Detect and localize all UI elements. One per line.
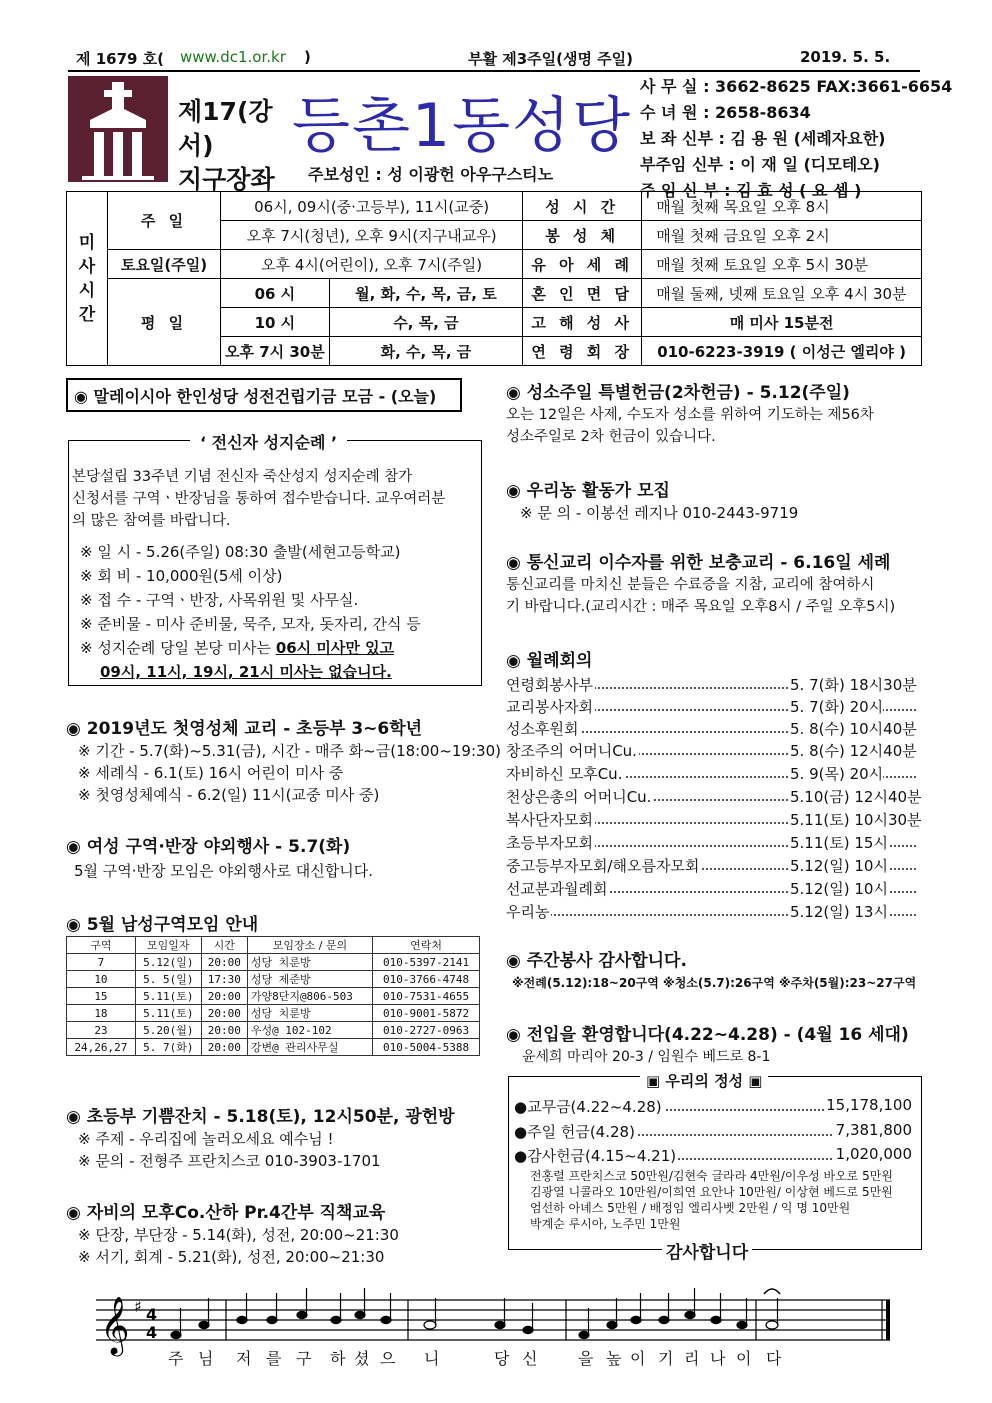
table-header-row	[67, 937, 480, 954]
list-item	[506, 674, 916, 696]
meeting-name: 교리봉사자회	[506, 698, 593, 716]
kids-festival-items	[78, 1128, 381, 1172]
right-label-4: 고 해 성 사	[523, 308, 642, 337]
list-item	[506, 786, 922, 808]
time-signature-top: 4	[146, 1305, 158, 1324]
table-header: 구역	[67, 937, 136, 954]
list-item	[506, 901, 916, 923]
pilgrimage-intro-line: 신청서를 구역ㆍ반장님을 통하여 접수받습니다. 교우여러분	[72, 491, 446, 507]
farmer-recruit-title: ◉ 우리농 활동가 모집	[506, 481, 670, 501]
meeting-date: 5. 8(수) 10시40분	[790, 720, 917, 738]
lyric-syllable: 를	[266, 1349, 282, 1368]
table-cell: 성당 치룬방	[247, 954, 372, 971]
table-header: 연락처	[373, 937, 480, 954]
meeting-name: 성소후원회	[506, 720, 579, 738]
weekday-label: 평 일	[108, 279, 221, 366]
table-cell: 20:00	[201, 954, 247, 971]
list-item	[506, 855, 916, 877]
table-cell: 18	[67, 1005, 136, 1022]
list-item	[514, 1121, 912, 1143]
legion-training-title: ◉ 자비의 모후Co.산하 Pr.4간부 직책교육	[66, 1203, 386, 1223]
meeting-date: 5.10(금) 12시40분	[790, 788, 922, 806]
contact-assistant-priest: 보 좌 신부 : 김 용 원 (세례자요한)	[640, 129, 886, 148]
list-item	[506, 878, 916, 900]
lyric-syllable: 높	[606, 1349, 622, 1368]
right-value-5: 010-6223-3919 ( 이성근 엘리야 )	[642, 337, 922, 366]
vocation-sunday-text	[506, 404, 874, 448]
kids-festival-title: ◉ 초등부 기쁨잔치 - 5.18(토), 12시50분, 광헌방	[66, 1107, 455, 1127]
pilgrimage-note-underline-1: 06시 미사만 있고	[275, 639, 395, 657]
mass-side-label: 미사시간	[67, 192, 108, 366]
liturgical-week: 부활 제3주일(생명 주일)	[468, 50, 634, 68]
pilgrimage-item: ※ 준비물 - 미사 준비물, 묵주, 모자, 돗자리, 간식 등	[80, 615, 421, 633]
parish-url[interactable]: www.dc1.or.kr	[180, 48, 286, 66]
pilgrimage-intro	[72, 466, 478, 532]
list-item	[514, 1145, 912, 1167]
lyric-syllable: 다	[766, 1349, 782, 1368]
table-row	[67, 1039, 480, 1056]
welcome-text: 윤세희 마리아 20-3 / 임원수 베드로 8-1	[522, 1049, 771, 1065]
pilgrimage-note	[80, 636, 421, 660]
right-label-0: 성 시 간	[523, 192, 642, 221]
women-outing-title: ◉ 여성 구역·반장 야외행사 - 5.7(화)	[66, 837, 351, 857]
sunday-times-2: 오후 7시(청년), 오후 9시(지구내교우)	[221, 221, 523, 250]
mass-schedule-table	[66, 191, 922, 366]
meeting-date: 5. 9(목) 20시	[790, 765, 884, 783]
table-row	[67, 971, 480, 988]
treble-clef-icon: 𝄞	[100, 1296, 130, 1354]
meeting-name: 중고등부자모회/해오름자모회	[506, 857, 700, 875]
first-communion-title: ◉ 2019년도 첫영성체 교리 - 초등부 3~6학년	[66, 719, 423, 739]
table-cell: 23	[67, 1022, 136, 1039]
lyric-syllable: 하	[330, 1349, 346, 1368]
first-communion-items	[78, 740, 501, 806]
table-cell: 5.12(일)	[135, 954, 201, 971]
lyric-syllable: 저	[236, 1349, 252, 1368]
donor-line: 박계순 루시아, 노주민 1만원	[530, 1217, 681, 1231]
kids-festival-item: ※ 문의 - 전형주 프란치스코 010-3903-1701	[78, 1152, 381, 1170]
table-cell: 5.11(토)	[135, 988, 201, 1005]
legion-training-item: ※ 단장, 부단장 - 5.14(화), 성전, 20:00~21:30	[78, 1226, 399, 1244]
welcome-title: ◉ 전입을 환영합니다(4.22~4.28) - (4월 16 세대)	[506, 1025, 909, 1045]
malaysia-fund-title: ◉ 말레이시아 한인성당 성전건립기금 모금 - (오늘)	[74, 387, 437, 406]
weekday-time-2: 오후 7시 30분	[221, 337, 330, 366]
table-header: 모임장소 / 문의	[247, 937, 372, 954]
table-cell: 5.20(월)	[135, 1022, 201, 1039]
meeting-name: 선교분과월례회	[506, 880, 608, 898]
table-row	[67, 1022, 480, 1039]
pilgrimage-intro-line: 본당설립 33주년 기념 전신자 죽산성지 성지순례 참가	[72, 469, 413, 485]
donor-line: 김광열 니콜라오 10만원/이희연 요안나 10만원/ 이상현 베드로 5만원	[530, 1185, 893, 1199]
table-cell: 가양8단지@806-503	[247, 988, 372, 1005]
pilgrimage-note-line2	[80, 660, 421, 684]
lyric-syllable: 리	[684, 1349, 700, 1368]
meeting-name: 천상은총의 어머니Cu.	[506, 788, 652, 806]
pilgrimage-note-prefix: ※ 성지순례 당일 본당 미사는	[80, 639, 276, 657]
table-header: 모임일자	[135, 937, 201, 954]
offering-value: 1,020,000	[835, 1145, 912, 1163]
vocation-line: 오는 12일은 사제, 수도자 성소를 위하여 기도하는 제56차	[506, 407, 874, 423]
list-item	[506, 740, 916, 762]
meeting-name: 복사단자모회	[506, 811, 593, 829]
table-cell: 강변@ 관리사무실	[247, 1039, 372, 1056]
right-label-3: 혼 인 면 담	[523, 279, 642, 308]
district-line1: 제17(강서)	[178, 97, 273, 160]
parish-logo	[68, 76, 168, 182]
vocation-sunday-title: ◉ 성소주일 특별헌금(2차헌금) - 5.12(주일)	[506, 383, 850, 403]
parish-title: 등촌1동성당	[292, 91, 632, 161]
meeting-date: 5. 7(화) 18시30분	[790, 676, 917, 694]
contact-pastor: 주 임 신 부 : 김 효 성 ( 요 셉 )	[640, 181, 862, 200]
lyric-syllable: 이	[630, 1349, 646, 1368]
church-logo-icon	[68, 76, 168, 182]
weekday-time-0: 06 시	[221, 279, 330, 308]
pilgrimage-item: ※ 회 비 - 10,000원(5세 이상)	[80, 567, 283, 585]
table-cell: 24,26,27	[67, 1039, 136, 1056]
pilgrimage-intro-line: 의 많은 참여를 바랍니다.	[72, 513, 231, 529]
catechism-title: ◉ 통신교리 이수자를 위한 보충교리 - 6.16일 세례	[506, 553, 891, 573]
table-cell: 5.11(토)	[135, 1005, 201, 1022]
malaysia-fund-notice	[66, 378, 462, 412]
table-cell: 010-5004-5388	[373, 1039, 480, 1056]
contact-list	[640, 74, 952, 204]
weekday-days-0: 월, 화, 수, 목, 금, 토	[329, 279, 522, 308]
table-cell: 우성@ 102-102	[247, 1022, 372, 1039]
weekday-days-2: 화, 수, 목, 금	[329, 337, 522, 366]
pilgrimage-item: ※ 접 수 - 구역ㆍ반장, 사목위원 및 사무실.	[80, 591, 359, 609]
meeting-name: 초등부자모회	[506, 834, 593, 852]
first-communion-item: ※ 첫영성체예식 - 6.2(일) 11시(교중 미사 중)	[78, 786, 380, 804]
saturday-times: 오후 4시(어린이), 오후 7시(주일)	[221, 250, 523, 279]
lyric-syllable: 을	[578, 1349, 594, 1368]
weekday-time-1: 10 시	[221, 308, 330, 337]
list-item	[514, 1096, 912, 1118]
table-cell: 7	[67, 954, 136, 971]
list-item	[506, 832, 916, 854]
table-cell: 15	[67, 988, 136, 1005]
pilgrimage-item: ※ 일 시 - 5.26(주일) 08:30 출발(세현고등학교)	[80, 543, 401, 561]
table-cell: 010-2727-0963	[373, 1022, 480, 1039]
lyric-syllable: 이	[736, 1349, 752, 1368]
table-cell: 010-9001-5872	[373, 1005, 480, 1022]
pilgrimage-title: ‘ 전신자 성지순례 ’	[190, 430, 347, 453]
fermata-icon	[764, 1289, 780, 1294]
lyric-syllable: 나	[710, 1349, 726, 1368]
table-cell: 20:00	[201, 1005, 247, 1022]
vocation-line: 성소주일로 2차 헌금이 있습니다.	[506, 429, 716, 445]
issue-number: 제 1679 호(	[76, 50, 165, 68]
sunday-times-1: 06시, 09시(중·고등부), 11시(교중)	[221, 192, 523, 221]
saturday-label: 토요일(주일)	[108, 250, 221, 279]
right-value-4: 매 미사 15분전	[642, 308, 922, 337]
women-outing-text: 5월 구역·반장 모임은 야외행사로 대신합니다.	[74, 862, 373, 880]
issue-header-line	[68, 46, 920, 72]
meeting-date: 5.12(일) 13시	[790, 903, 888, 921]
offering-value: 7,381,800	[835, 1121, 912, 1139]
catechism-line: 기 바랍니다.(교리시간 : 매주 목요일 오후8시 / 주일 오후5시)	[506, 599, 896, 615]
list-item	[506, 809, 922, 831]
meeting-name: 연령회봉사부	[506, 676, 593, 694]
lyric-syllable: 기	[658, 1349, 674, 1368]
kids-festival-item: ※ 주제 - 우리집에 놀러오세요 예수님 !	[78, 1130, 334, 1148]
legion-training-item: ※ 서기, 회계 - 5.21(화), 성전, 20:00~21:30	[78, 1248, 385, 1266]
table-cell: 20:00	[201, 1022, 247, 1039]
catechism-text	[506, 574, 895, 618]
table-row	[67, 988, 480, 1005]
lyric-syllable: 신	[522, 1349, 538, 1368]
first-communion-item: ※ 세례식 - 6.1(토) 16시 어린이 미사 중	[78, 764, 344, 782]
weekly-service-text: ※전례(5.12):18~20구역 ※청소(5.7):26구역 ※주차(5월):23~27구역	[512, 976, 917, 990]
notes	[171, 1288, 778, 1339]
meeting-date: 5.11(토) 10시30분	[790, 811, 922, 829]
table-cell: 010-7531-4655	[373, 988, 480, 1005]
right-label-2: 유 아 세 례	[523, 250, 642, 279]
meeting-date: 5.12(일) 10시	[790, 880, 888, 898]
district-line2: 지구장좌	[178, 165, 275, 194]
meeting-date: 5.12(일) 10시	[790, 857, 888, 875]
meeting-date: 5. 8(수) 12시40분	[790, 742, 917, 760]
weekday-days-1: 수, 목, 금	[329, 308, 522, 337]
issue-date: 2019. 5. 5.	[800, 48, 891, 66]
patron-saint: 주보성인 : 성 이광헌 아우구스티노	[308, 165, 554, 184]
contact-vice-pastor: 부주임 신부 : 이 재 일 (디모테오)	[640, 155, 880, 174]
contact-convent: 수 녀 원 : 2658-8634	[640, 103, 811, 122]
issue-close: )	[304, 48, 311, 66]
table-cell: 17:30	[201, 971, 247, 988]
legion-training-items	[78, 1224, 399, 1268]
staff-lines	[96, 1300, 890, 1340]
table-cell: 010-3766-4748	[373, 971, 480, 988]
donor-line: 전홍렬 프란치스코 50만원/김현숙 글라라 4만원/이우성 바오로 5만원	[530, 1169, 893, 1183]
lyric-syllable: 니	[424, 1349, 440, 1368]
donor-list	[530, 1168, 893, 1232]
time-signature-bottom: 4	[146, 1323, 158, 1342]
offering-name: ●교무금(4.22~4.28)	[514, 1098, 662, 1116]
weekly-service-title: ◉ 주간봉사 감사합니다.	[506, 951, 687, 971]
men-district-table	[66, 936, 480, 1056]
table-cell: 5. 5(일)	[135, 971, 201, 988]
right-value-0: 매월 첫째 목요일 오후 8시	[642, 192, 922, 221]
meeting-name: 자비하신 모후Cu.	[506, 765, 623, 783]
table-cell: 20:00	[201, 1039, 247, 1056]
right-value-2: 매월 첫째 토요일 오후 5시 30분	[642, 250, 922, 279]
table-cell: 10	[67, 971, 136, 988]
lyric-syllable: 셨	[354, 1349, 370, 1368]
lyric-syllable: 구	[296, 1349, 312, 1368]
table-cell: 5. 7(화)	[135, 1039, 201, 1056]
sunday-label: 주 일	[108, 192, 221, 250]
table-cell: 성당 치룬방	[247, 1005, 372, 1022]
table-header: 시간	[201, 937, 247, 954]
right-value-3: 매월 둘째, 넷째 토요일 오후 4시 30분	[642, 279, 922, 308]
lyric-syllable: 당	[494, 1349, 510, 1368]
table-cell: 성당 제준방	[247, 971, 372, 988]
right-label-5: 연 령 회 장	[523, 337, 642, 366]
contact-office: 사 무 실 : 3662-8625 FAX:3661-6654	[640, 77, 953, 96]
lyric-syllable: 님	[198, 1349, 214, 1368]
list-item	[506, 696, 916, 718]
lyric-syllable: 주	[168, 1349, 184, 1368]
men-district-title: ◉ 5월 남성구역모임 안내	[66, 915, 259, 935]
table-cell: 20:00	[201, 988, 247, 1005]
pilgrimage-note-underline-2: 09시, 11시, 19시, 21시 미사는 없습니다.	[100, 663, 392, 681]
lyric-syllable: 으	[380, 1349, 396, 1368]
district-name	[178, 95, 288, 197]
right-label-1: 봉 성 체	[523, 221, 642, 250]
right-value-1: 매월 첫째 금요일 오후 2시	[642, 221, 922, 250]
meeting-date: 5.11(토) 15시	[790, 834, 888, 852]
table-cell: 010-5397-2141	[373, 954, 480, 971]
list-item	[506, 718, 916, 740]
pilgrimage-items	[80, 540, 421, 684]
table-row	[67, 1005, 480, 1022]
first-communion-item: ※ 기간 - 5.7(화)~5.31(금), 시간 - 매주 화~금(18:00~19:30)	[78, 742, 501, 760]
donor-line: 엄선하 아녜스 5만원 / 배정임 엘리사벳 2만원 / 익 명 10만원	[530, 1201, 851, 1215]
monthly-meetings-title: ◉ 월례회의	[506, 651, 593, 671]
sharp-icon: ♯	[134, 1297, 142, 1316]
list-item	[506, 763, 916, 785]
table-row	[67, 954, 480, 971]
offering-title: ▣ 우리의 정성 ▣	[640, 1070, 768, 1091]
meeting-name: 창조주의 어머니Cu.	[506, 742, 637, 760]
thanks-text: 감사합니다	[662, 1238, 752, 1263]
offering-name: ●주일 헌금(4.28)	[514, 1123, 635, 1141]
meeting-date: 5. 7(화) 20시	[790, 698, 884, 716]
meeting-name: 우리농	[506, 903, 550, 921]
offering-value: 15,178,100	[826, 1096, 912, 1114]
farmer-recruit-text: ※ 문 의 - 이봉선 레지나 010-2443-9719	[520, 504, 799, 522]
catechism-line: 통신교리를 마치신 분들은 수료증을 지참, 교리에 참여하시	[506, 577, 875, 593]
offering-name: ●감사헌금(4.15~4.21)	[514, 1147, 677, 1165]
